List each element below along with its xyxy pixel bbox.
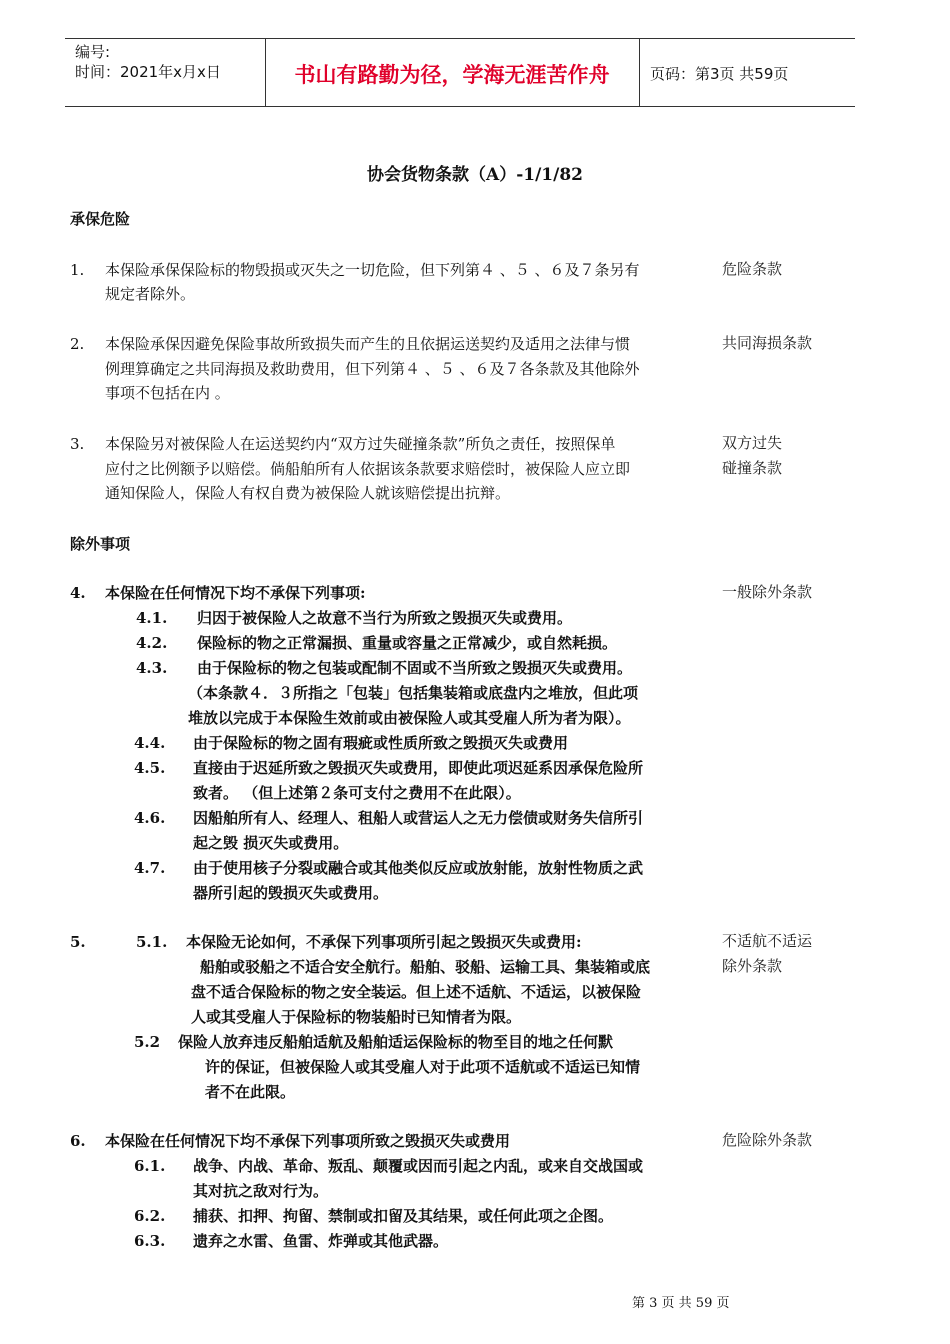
doc-number: 编号:	[75, 43, 111, 61]
clause-4-side-label: 一般除外条款	[722, 583, 813, 601]
clause-3-side-label: 碰撞条款	[722, 459, 783, 477]
subclause-line: 起之毁 损灭失或费用。	[193, 834, 349, 852]
subclause-line: 直接由于迟延所致之毁损灭失或费用，即使此项迟延系因承保危险所	[193, 759, 644, 777]
subclause-line: （本条款４．３所指之「包装」包括集装箱或底盘内之堆放，但此项	[188, 684, 639, 702]
clause-3-side-label: 双方过失	[722, 434, 783, 452]
subclause-line: 遗弃之水雷、鱼雷、炸弹或其他武器。	[193, 1232, 449, 1250]
clause-1-line: 本保险承保保险标的物毁损或灭失之一切危险，但下列第４ 、５ 、６及７条另有	[105, 261, 640, 279]
document-title: 协会货物条款（A）-1/1/82	[367, 165, 583, 185]
clause-3-number: 3.	[70, 435, 85, 453]
subclause-number: 4.5.	[134, 759, 166, 777]
subclause-line: 由于保险标的物之固有瑕疵或性质所致之毁损灭失或费用	[193, 734, 569, 752]
header-motto-cell	[265, 39, 640, 106]
clause-3-line: 通知保险人，保险人有权自费为被保险人就该赔偿提出抗辩。	[105, 484, 511, 502]
clause-6-side-label: 危险除外条款	[722, 1131, 813, 1149]
clause-1-number: 1.	[70, 261, 85, 279]
subclause-number: 5.1.	[136, 933, 168, 951]
clause-1-side-label: 危险条款	[722, 260, 783, 278]
header-page-cell	[640, 39, 855, 106]
header-page-number: 页码：第3页 共59页	[650, 65, 789, 83]
subclause-line: 盘不适合保险标的物之安全装运。但上述不适航、不适运，以被保险	[191, 983, 642, 1001]
clause-2-line: 本保险承保因避免保险事故所致损失而产生的且依据运送契约及适用之法律与惯	[105, 335, 631, 353]
section-heading-exclusions: 除外事项	[70, 535, 131, 553]
subclause-line: 船舶或驳船之不适合安全航行。船舶、驳船、运输工具、集装箱或底	[200, 958, 651, 976]
subclause-line: 本保险无论如何，不承保下列事项所引起之毁损灭失或费用:	[186, 933, 582, 951]
subclause-line: 归因于被保险人之故意不当行为所致之毁损灭失或费用。	[197, 609, 573, 627]
doc-time: 时间：2021年x月x日	[75, 63, 221, 81]
page-header	[65, 38, 855, 107]
clause-2-number: 2.	[70, 335, 85, 353]
clause-5-side-label: 除外条款	[722, 957, 783, 975]
subclause-line: 因船舶所有人、经理人、租船人或营运人之无力偿债或财务失信所引	[193, 809, 644, 827]
subclause-number: 5.2	[134, 1033, 161, 1051]
header-meta-cell	[65, 39, 266, 106]
subclause-line: 战争、内战、革命、叛乱、颠覆或因而引起之内乱，或来自交战国或	[193, 1157, 644, 1175]
clause-5-number: 5.	[70, 933, 86, 951]
subclause-line: 堆放以完成于本保险生效前或由被保险人或其受雇人所为者为限）。	[188, 709, 631, 727]
subclause-line: 致者。 （但上述第２条可支付之费用不在此限）。	[193, 784, 521, 802]
subclause-number: 4.3.	[136, 659, 168, 677]
clause-2-line: 例理算确定之共同海损及救助费用，但下列第４ 、５ 、６及７各条款及其他除外	[105, 360, 640, 378]
subclause-number: 6.3.	[134, 1232, 166, 1250]
clause-3-line: 本保险另对被保险人在运送契约内“双方过失碰撞条款”所负之责任，按照保单	[105, 435, 616, 453]
section-heading-coverage: 承保危险	[70, 210, 131, 228]
subclause-number: 6.2.	[134, 1207, 166, 1225]
subclause-line: 保险人放弃违反船舶适航及船舶适运保险标的物至目的地之任何默	[178, 1033, 614, 1051]
clause-1-line: 规定者除外。	[105, 285, 196, 303]
subclause-line: 许的保证，但被保险人或其受雇人对于此项不适航或不适运已知情	[205, 1058, 641, 1076]
subclause-line: 人或其受雇人于保险标的物装船时已知情者为限。	[191, 1008, 522, 1026]
subclause-line: 者不在此限。	[205, 1083, 296, 1101]
subclause-number: 6.1.	[134, 1157, 166, 1175]
subclause-number: 4.2.	[136, 634, 168, 652]
clause-2-line: 事项不包括在内 。	[105, 384, 230, 402]
subclause-line: 捕获、扣押、拘留、禁制或扣留及其结果，或任何此项之企图。	[193, 1207, 614, 1225]
subclause-line: 器所引起的毁损灭失或费用。	[193, 884, 389, 902]
clause-4-number: 4.	[70, 584, 86, 602]
subclause-line: 由于使用核子分裂或融合或其他类似反应或放射能，放射性物质之武	[193, 859, 644, 877]
footer-page-number: 第 3 页 共 59 页	[632, 1296, 730, 1311]
subclause-number: 4.1.	[136, 609, 168, 627]
subclause-line: 由于保险标的物之包装或配制不固或不当所致之毁损灭失或费用。	[197, 659, 633, 677]
subclause-line: 其对抗之敌对行为。	[193, 1182, 329, 1200]
clause-6-number: 6.	[70, 1132, 86, 1150]
clause-2-side-label: 共同海损条款	[722, 334, 813, 352]
clause-6-head: 本保险在任何情况下均不承保下列事项所致之毁损灭失或费用	[105, 1132, 511, 1150]
clause-5-side-label: 不适航不适运	[722, 932, 813, 950]
subclause-number: 4.4.	[134, 734, 166, 752]
clause-3-line: 应付之比例额予以赔偿。倘船舶所有人依据该条款要求赔偿时，被保险人应立即	[105, 460, 631, 478]
motto: 书山有路勤为径，学海无涯苦作舟	[294, 63, 610, 87]
subclause-number: 4.7.	[134, 859, 166, 877]
subclause-line: 保险标的物之正常漏损、重量或容量之正常减少，或自然耗损。	[197, 634, 618, 652]
subclause-number: 4.6.	[134, 809, 166, 827]
clause-4-head: 本保险在任何情况下均不承保下列事项:	[105, 584, 366, 602]
